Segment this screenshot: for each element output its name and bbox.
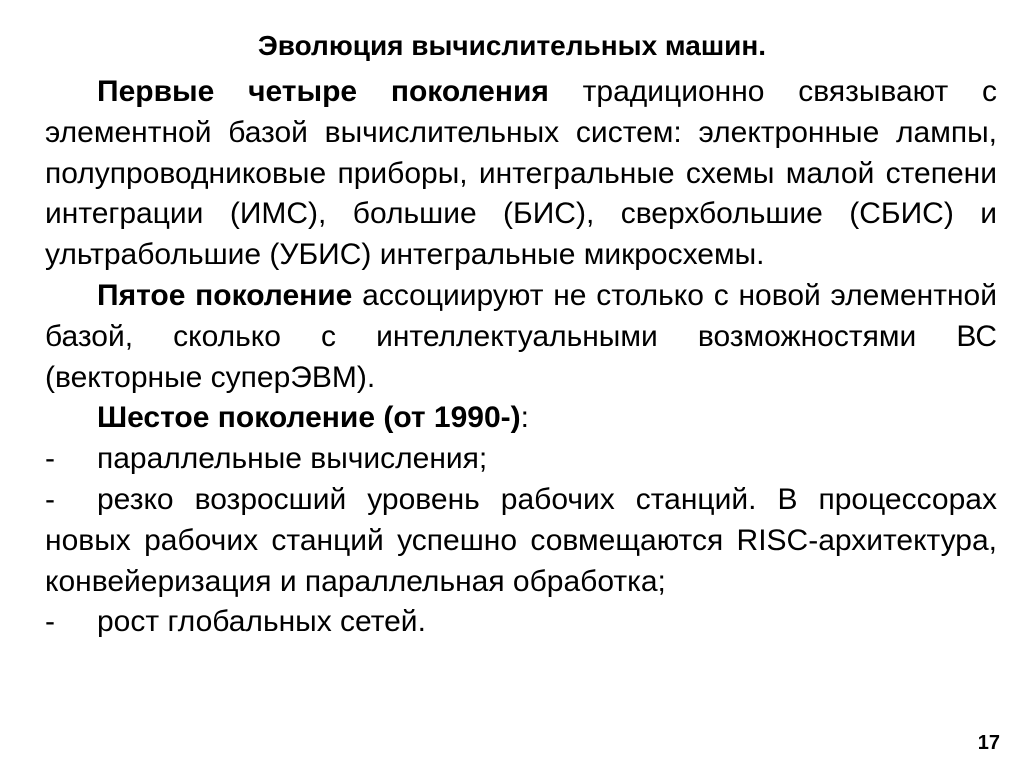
paragraph-fifth-generation-text: ассоциируют не столько с новой элементной базой, сколько с интеллектуальными возможностями ВС (векторные суперЭВМ).: [45, 278, 997, 394]
bullet-dash: -: [45, 482, 55, 516]
list-item: [45, 480, 997, 602]
page-number: 17: [977, 732, 1000, 754]
term-sixth-generation: Шестое поколение (от 1990-): [97, 401, 521, 435]
paragraph-fifth-generation: [45, 276, 997, 398]
list-item-text: параллельные вычисления;: [97, 442, 488, 476]
paragraph-first-generations-text: традиционно связывают с элементной базой вычислительных систем: электронные лампы, полупроводниковые приборы, интегральные схемы малой степени интеграции (ИМС), большие (БИС), сверхбольшие (СБИС) и ультрабольшие (УБИС) интегральные микросхемы.: [45, 75, 997, 272]
bullet-dash: -: [45, 605, 55, 639]
list-item: [45, 602, 997, 643]
slide-title: Эволюция вычислительных машин.: [257, 30, 767, 61]
list-item-text: рост глобальных сетей.: [97, 605, 426, 639]
list-item: [45, 439, 997, 480]
bullet-dash: -: [45, 442, 55, 476]
paragraph-first-generations: [45, 72, 997, 276]
list-item-text: резко возросший уровень рабочих станций. В процессорах новых рабочих станций успешно совмещаются RISC-архитектура, конвейеризация и параллельная обработка;: [45, 482, 997, 598]
paragraph-sixth-generation-colon: :: [520, 401, 529, 435]
term-fifth-generation: Пятое поколение: [97, 278, 353, 312]
paragraph-sixth-generation: [45, 398, 997, 439]
slide-body: [45, 72, 997, 643]
term-first-generations: Первые четыре поколения: [97, 75, 549, 108]
